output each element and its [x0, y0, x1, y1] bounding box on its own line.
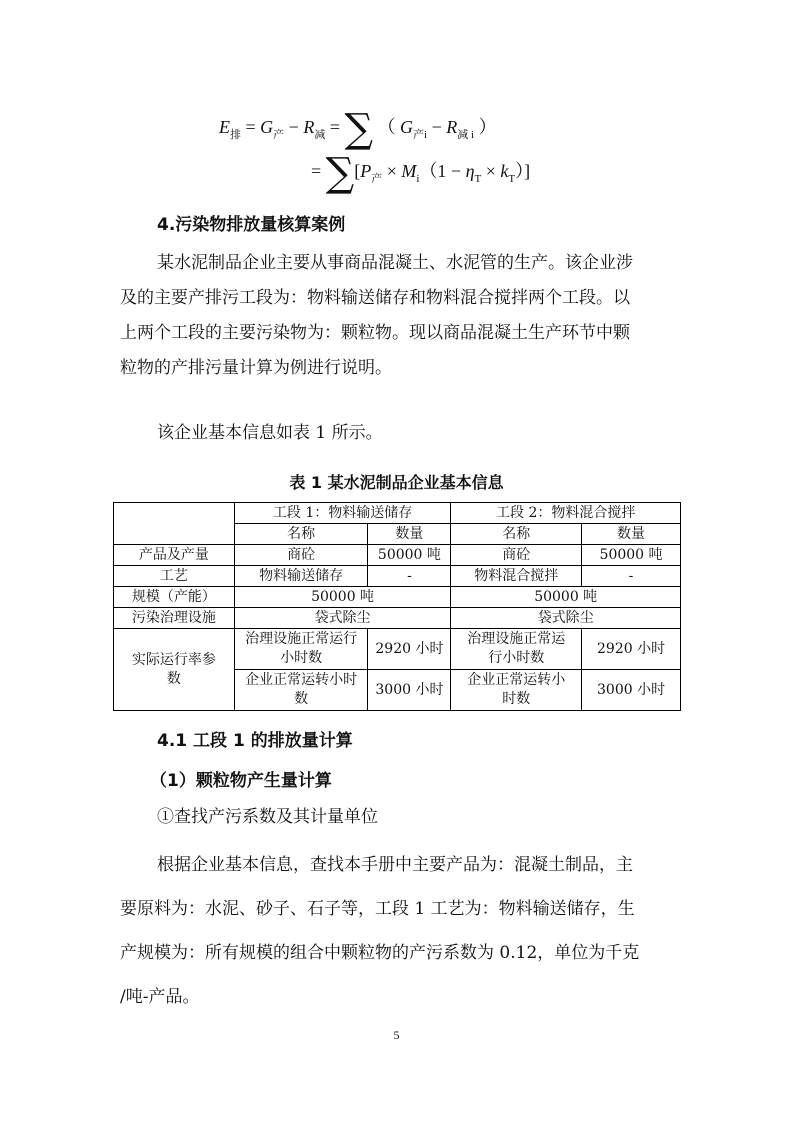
formula-eta: η [465, 161, 475, 181]
formula-E: E [219, 117, 230, 137]
formula-P-sub: 产 [371, 173, 383, 185]
formula-P: P [360, 161, 372, 181]
table-cell: 2920 小时 [368, 629, 451, 670]
col-qty-header: 数量 [582, 524, 681, 545]
table-cell: 治理设施正常运行小时数 [234, 629, 368, 670]
section-4-heading: 4.污染物排放量核算案例 [157, 215, 346, 235]
sum-symbol-2: ∑ [325, 150, 355, 196]
subsection-heading: （1）颗粒物产生量计算 [150, 771, 332, 791]
paragraph-line: 某水泥制品企业主要从事商品混凝土、水泥管的生产。该企业涉 [157, 253, 633, 273]
paragraph-line: 上两个工段的主要污染物为：颗粒物。现以商品混凝土生产环节中颗 [120, 323, 630, 343]
table-title: 表 1 某水泥制品企业基本信息 [289, 473, 504, 492]
paragraph-line: 粒物的产排污量计算为例进行说明。 [120, 358, 392, 378]
formula-R: R [303, 117, 315, 137]
stage-1-header: 工段 1：物料输送储存 [234, 503, 451, 524]
formula-R-i-sub: 减 i [457, 129, 475, 141]
table-cell: 袋式除尘 [451, 608, 681, 629]
table-row [114, 545, 681, 566]
formula-M: M [401, 161, 417, 181]
formula-k: k [500, 161, 509, 181]
table-cell: 治理设施正常运行小时数 [451, 629, 582, 670]
table-cell: 3000 小时 [582, 670, 681, 711]
table-cell: 2920 小时 [582, 629, 681, 670]
table-row [114, 566, 681, 587]
table-cell: 50000 吨 [582, 545, 681, 566]
table-cell: 商砼 [451, 545, 582, 566]
col-name-header: 名称 [451, 524, 582, 545]
formula-k-sub: T [508, 173, 516, 185]
formula-G-i-sub: 产i [413, 129, 428, 141]
table-cell: - [582, 566, 681, 587]
table-cell: 企业正常运转小时数 [451, 670, 582, 711]
stage-2-header: 工段 2：物料混合搅拌 [451, 503, 681, 524]
formula-G-i: G [400, 117, 414, 137]
table-intro-paragraph: 该企业基本信息如表 1 所示。 [157, 423, 383, 443]
paragraph-line: 根据企业基本信息，查找本手册中主要产品为：混凝土制品，主 [157, 855, 633, 875]
table-cell: 3000 小时 [368, 670, 451, 711]
row-label: 实际运行率参数 [114, 629, 235, 711]
formula-G-sub: 产 [273, 129, 285, 141]
table-cell: 物料混合搅拌 [451, 566, 582, 587]
table-cell: 50000 吨 [368, 545, 451, 566]
formula-M-sub: i [416, 173, 420, 185]
table-cell: 商砼 [234, 545, 368, 566]
table-corner-cell [114, 503, 235, 545]
row-label: 污染治理设施 [114, 608, 235, 629]
table-cell: 50000 吨 [234, 587, 451, 608]
formula-R-sub: 减 [314, 129, 326, 141]
sum-symbol: ∑ [344, 106, 374, 152]
formula-R-i: R [446, 117, 458, 137]
paragraph-line: /吨-产品。 [120, 987, 200, 1007]
section-4-1-paragraph [120, 843, 680, 1019]
paragraph-line: 及的主要产排污工段为：物料输送储存和物料混合搅拌两个工段。以 [120, 288, 630, 308]
table-cell: 袋式除尘 [234, 608, 451, 629]
table-cell: 物料输送储存 [234, 566, 368, 587]
table-row [114, 608, 681, 629]
enterprise-info-table [113, 502, 681, 711]
formula-G: G [260, 117, 274, 137]
row-label: 工艺 [114, 566, 235, 587]
row-label: 产品及产量 [114, 545, 235, 566]
paragraph-line: 要原料为：水泥、砂子、石子等，工段 1 工艺为：物料输送储存，生 [120, 899, 635, 919]
page-number: 5 [393, 1028, 400, 1042]
table-cell: - [368, 566, 451, 587]
table-row [114, 629, 681, 670]
formula-line-2: = $\sum[P_产 \times M_i(1 - \eta_T \times k_T)]$ [311, 150, 531, 196]
section-4-1-heading: 4.1 工段 1 的排放量计算 [157, 731, 353, 751]
formula-eta-sub: T [474, 173, 482, 185]
col-qty-header: 数量 [368, 524, 451, 545]
section-4-paragraph [120, 246, 680, 386]
formula-line-1: $E_排 = G_产 - R_减$ = ∑ （ $G_{产i} - R_{减 i}$ ） [219, 106, 497, 152]
row-label: 规模（产能） [114, 587, 235, 608]
table-row [114, 587, 681, 608]
table-row [114, 503, 681, 524]
step-1-text: ①查找产污系数及其计量单位 [157, 807, 378, 827]
table-cell: 50000 吨 [451, 587, 681, 608]
col-name-header: 名称 [234, 524, 368, 545]
table-cell: 企业正常运转小时数 [234, 670, 368, 711]
formula-E-sub: 排 [230, 129, 241, 141]
paragraph-line: 产规模为：所有规模的组合中颗粒物的产污系数为 0.12，单位为千克 [120, 943, 640, 963]
